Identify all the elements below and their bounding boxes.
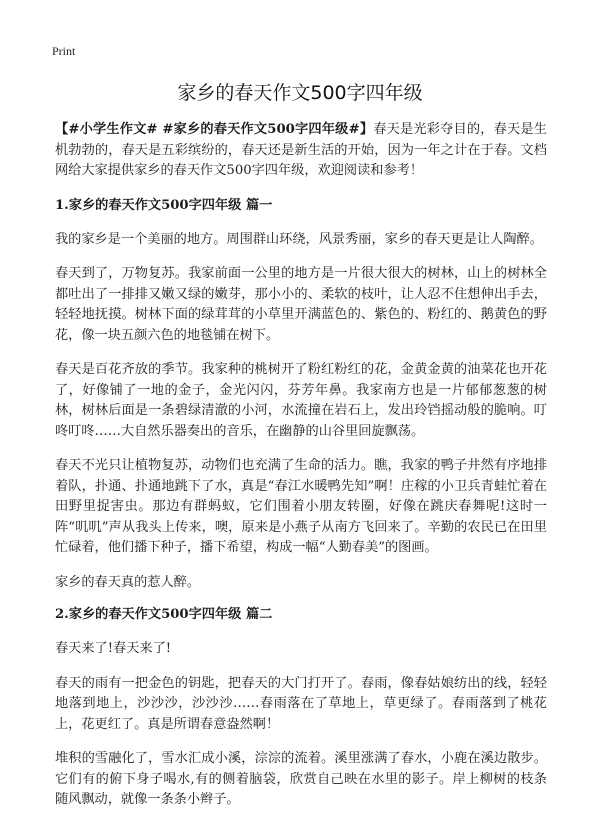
article-body	[55, 120, 547, 825]
paragraph: 春天到了，万物复苏。我家前面一公里的地方是一片很大很大的树林，山上的树林全都吐出了一排排又嫩又绿的嫩芽，那小小的、柔软的枝叶，让人忍不住想伸出手去，轻轻地抚摸。树林下面的绿茸茸的小草里开满蓝色的、紫色的、粉红的、鹅黄色的野花，像一块五颜六色的地毯铺在树下。	[55, 266, 547, 343]
intro-paragraph	[55, 120, 547, 182]
paragraph: 我的家乡是一个美丽的地方。周围群山环绕，风景秀丽，家乡的春天更是让人陶醉。	[55, 231, 543, 247]
page-title: 家乡的春天作文500字四年级	[177, 82, 423, 104]
paragraph: 春天是百花齐放的季节。我家种的桃树开了粉红粉红的花，金黄金黄的油菜花也开花了，好像铺了一地的金子，金光闪闪，芬芳年鼻。我家南方也是一片郁郁葱葱的树林，树林后面是一条碧绿清澈的小河，水流撞在岩石上，发出玲铛摇动般的脆响。叮咚叮咚……大自然乐器奏出的音乐，在幽静的山谷里回旋飘荡。	[55, 362, 547, 439]
section-heading: 1.家乡的春天作文500字四年级 篇一	[55, 197, 273, 213]
paragraph: 春天不光只让植物复苏，动物们也充满了生命的活力。瞧，我家的鸭子井然有序地排着队，扑通、扑通地跳下了水，真是“春江水暖鸭先知”啊！庄稼的小卫兵青蛙忙着在田野里捉害虫。那边有群蚂蚁，它们围着小朋友转圈，好像在跳庆春舞呢!这时一阵“叽叽”声从我头上传来，噢，原来是小燕子从南方飞回来了。辛勤的农民已在田里忙碌着，他们播下种子，播下希望，构成一幅“人勤春美”的图画。	[55, 458, 547, 555]
intro-text: 春天是光彩夺目的，春天是生机勃勃的，春天是五彩缤纷的，春天还是新生活的开始，因为一年之计在于春。文档网给大家提供家乡的春天作文500字四年级，欢迎阅读和参考！	[55, 122, 547, 178]
paragraph: 春天的雨有一把金色的钥匙，把春天的大门打开了。春雨，像春姑娘纺出的线，轻轻地落到地上，沙沙沙，沙沙沙……春雨落在了草地上，草更绿了。春雨落到了桃花上，花更红了。真是所谓春意盎然啊！	[55, 675, 547, 732]
paragraph: 家乡的春天真的惹人醉。	[55, 574, 201, 590]
section-heading: 2.家乡的春天作文500字四年级 篇二	[55, 607, 273, 622]
paragraph: 堆积的雪融化了，雪水汇成小溪，淙淙的流着。溪里涨满了春水，小鹿在溪边散步。它们有的俯下身子喝水,有的侧着脑袋，欣赏自己映在水里的影子。岸上柳树的枝条随风飘动，就像一条条小辫子。	[55, 751, 547, 807]
intro-tag: 【#小学生作文# #家乡的春天作文500字四年级#】	[55, 122, 374, 137]
paragraph: 春天来了!春天来了!	[55, 641, 172, 656]
print-label: Print	[52, 44, 76, 58]
